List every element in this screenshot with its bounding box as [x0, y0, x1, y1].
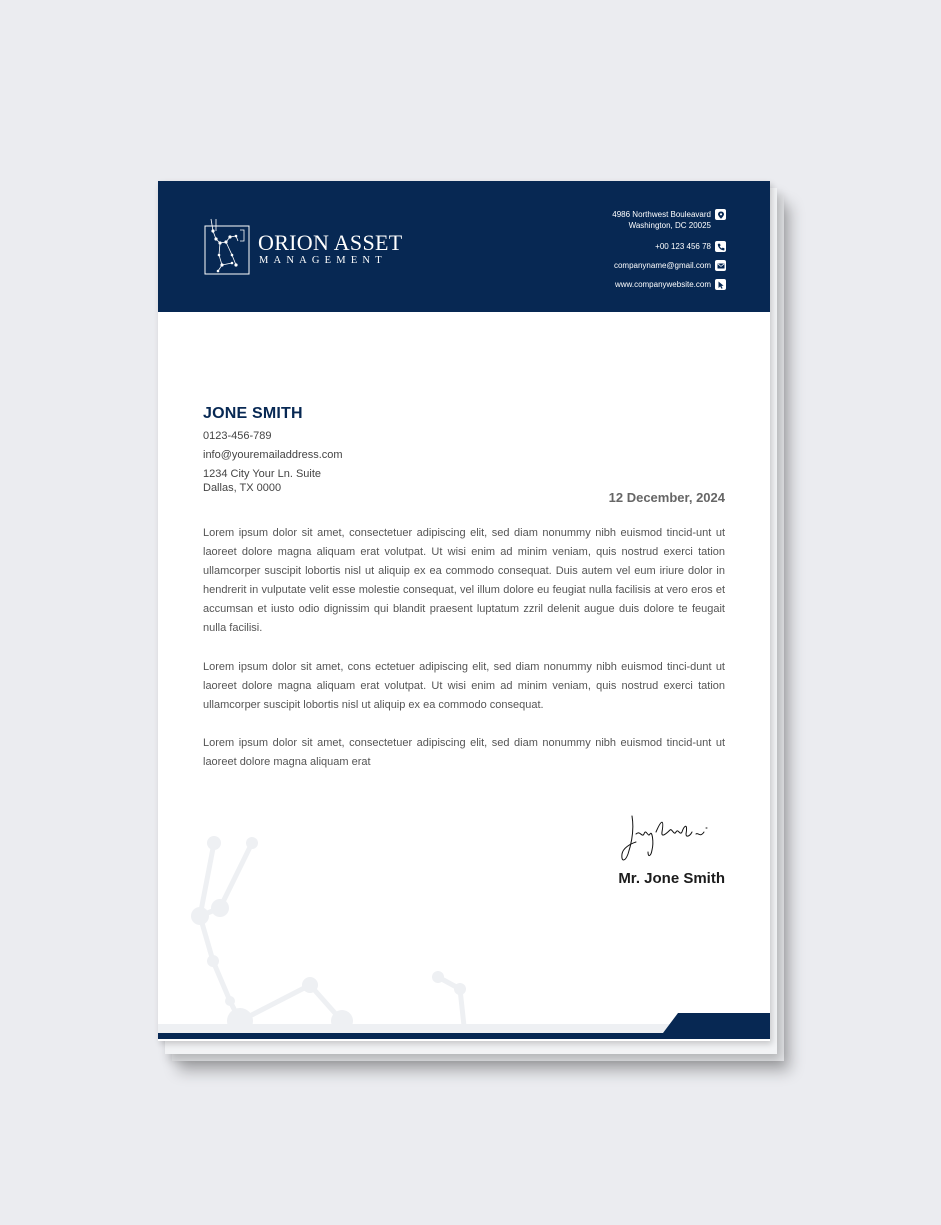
cursor-icon: [715, 279, 726, 290]
company-tagline: MANAGEMENT: [259, 255, 387, 266]
website-text: www.companywebsite.com: [614, 280, 711, 289]
map-pin-icon: [715, 209, 726, 220]
constellation-watermark: [158, 821, 498, 1031]
footer-navy-bar: [158, 1033, 770, 1039]
sender-address-line1: 1234 City Your Ln. Suite: [203, 468, 322, 480]
body-paragraph-2: Lorem ipsum dolor sit amet, cons ectetuer adipiscing elit, sed diam nonummy nibh euismod tinci-dunt ut laoreet dolore magna aliquam erat volutpat. Ut wisi enim ad minim veniam, quis nostrud exerci tation ullamcorper suscipit lobortis nisl ut aliquip ex ea commodo consequat.: [203, 661, 725, 711]
phone-text: +00 123 456 78: [655, 242, 711, 251]
address-line2: Washington, DC 20025: [628, 221, 711, 230]
envelope-icon: [715, 260, 726, 271]
contact-email: [614, 260, 726, 271]
address-line1: 4986 Northwest Bouleavard: [612, 210, 711, 219]
handwritten-signature: [618, 808, 718, 868]
sender-phone: 0123-456-789: [203, 430, 272, 442]
letterhead-page: [158, 181, 770, 1041]
contact-address: [612, 209, 726, 231]
signoff-name: Mr. Jone Smith: [618, 870, 725, 887]
letterhead-header: [158, 181, 770, 312]
company-name: ORION ASSET: [258, 230, 403, 255]
phone-icon: [715, 241, 726, 252]
letter-date: 12 December, 2024: [608, 490, 725, 505]
footer-light-band: [158, 1024, 678, 1033]
sender-name: JONE SMITH: [203, 405, 303, 422]
contact-phone: [655, 241, 726, 252]
email-text: companyname@gmail.com: [613, 261, 711, 270]
constellation-logo-icon: [202, 217, 254, 279]
sender-address-line2: Dallas, TX 0000: [203, 482, 282, 494]
contact-website: [615, 279, 726, 290]
sender-email: info@youremailaddress.com: [203, 449, 343, 461]
body-paragraph-3: Lorem ipsum dolor sit amet, consectetuer adipiscing elit, sed diam nonummy nibh euismod tincid-unt ut laoreet dolore magna aliquam erat: [203, 737, 725, 768]
body-paragraph-1: Lorem ipsum dolor sit amet, consectetuer adipiscing elit, sed diam nonummy nibh euismod tincid-unt ut laoreet dolore magna aliquam erat volutpat. Ut wisi enim ad minim veniam, quis nostrud exerci tation ullamcorper suscipit lobortis nisl ut aliquip ex ea commodo consequat. Duis autem vel eum iriure dolor in hendrerit in vulputate velit esse molestie consequat, vel illum dolore eu feugiat nulla facilisis at vero eros et accumsan et iusto odio dignissim qui blandit praesent luptatum zzril delenit augue duis dolore te feugait nulla facilisi.: [203, 527, 725, 634]
